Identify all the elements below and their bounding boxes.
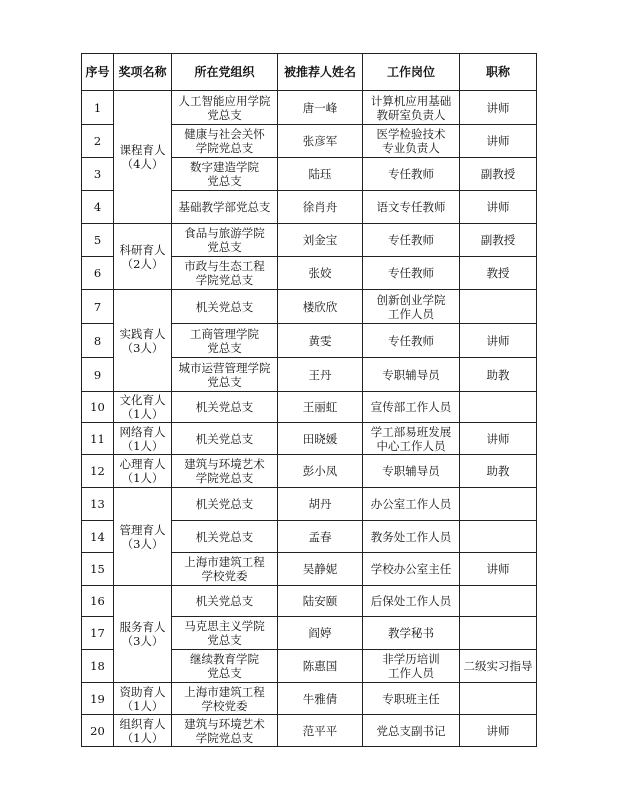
- award-category: 文化育人 （1人）: [114, 392, 172, 423]
- row-number: 4: [82, 191, 114, 224]
- job-post: 宣传部工作人员: [363, 392, 460, 423]
- header-title: 职称: [460, 54, 537, 91]
- job-post: 创新创业学院 工作人员: [363, 290, 460, 324]
- job-post: 医学检验技术 专业负责人: [363, 125, 460, 158]
- table-row: [82, 683, 537, 715]
- header-post: 工作岗位: [363, 54, 460, 91]
- nominee-name: 张姣: [278, 257, 363, 290]
- award-category: 服务育人 （3人）: [114, 586, 172, 683]
- recommendation-table: [81, 53, 537, 747]
- professional-title: 助教: [460, 455, 537, 488]
- party-organization: 马克思主义学院 党总支: [172, 617, 278, 650]
- row-number: 6: [82, 257, 114, 290]
- professional-title: 助教: [460, 358, 537, 392]
- table-row: [82, 91, 537, 125]
- nominee-name: 陆安颐: [278, 586, 363, 617]
- job-post: 专职班主任: [363, 683, 460, 715]
- header-row: [82, 54, 537, 91]
- nominee-name: 黄雯: [278, 324, 363, 358]
- row-number: 19: [82, 683, 114, 715]
- nominee-name: 唐一峰: [278, 91, 363, 125]
- row-number: 16: [82, 586, 114, 617]
- party-organization: 机关党总支: [172, 521, 278, 553]
- party-organization: 数字建造学院 党总支: [172, 158, 278, 191]
- row-number: 11: [82, 423, 114, 455]
- professional-title: [460, 617, 537, 650]
- nominee-name: 楼欣欣: [278, 290, 363, 324]
- row-number: 7: [82, 290, 114, 324]
- nominee-name: 胡丹: [278, 488, 363, 521]
- job-post: 专任教师: [363, 158, 460, 191]
- professional-title: 讲师: [460, 553, 537, 586]
- job-post: 专任教师: [363, 324, 460, 358]
- nominee-name: 彭小凤: [278, 455, 363, 488]
- professional-title: 讲师: [460, 324, 537, 358]
- row-number: 12: [82, 455, 114, 488]
- table-row: [82, 455, 537, 488]
- nominee-name: 吴静妮: [278, 553, 363, 586]
- job-post: 语文专任教师: [363, 191, 460, 224]
- nominee-name: 王丽虹: [278, 392, 363, 423]
- professional-title: 讲师: [460, 91, 537, 125]
- row-number: 14: [82, 521, 114, 553]
- professional-title: [460, 683, 537, 715]
- party-organization: 健康与社会关怀 学院党总支: [172, 125, 278, 158]
- professional-title: [460, 290, 537, 324]
- professional-title: 副教授: [460, 158, 537, 191]
- professional-title: [460, 586, 537, 617]
- row-number: 3: [82, 158, 114, 191]
- header-party-org: 所在党组织: [172, 54, 278, 91]
- nominee-name: 张彦军: [278, 125, 363, 158]
- nominee-name: 王丹: [278, 358, 363, 392]
- row-number: 15: [82, 553, 114, 586]
- professional-title: 副教授: [460, 224, 537, 257]
- header-award: 奖项名称: [114, 54, 172, 91]
- row-number: 8: [82, 324, 114, 358]
- award-category: 实践育人 （3人）: [114, 290, 172, 392]
- party-organization: 城市运营管理学院 党总支: [172, 358, 278, 392]
- nominee-name: 徐肖舟: [278, 191, 363, 224]
- job-post: 计算机应用基础 教研室负责人: [363, 91, 460, 125]
- row-number: 9: [82, 358, 114, 392]
- party-organization: 上海市建筑工程 学校党委: [172, 683, 278, 715]
- row-number: 13: [82, 488, 114, 521]
- professional-title: 讲师: [460, 423, 537, 455]
- party-organization: 继续教育学院 党总支: [172, 650, 278, 683]
- row-number: 18: [82, 650, 114, 683]
- table-row: [82, 423, 537, 455]
- table-row: [82, 488, 537, 521]
- job-post: 后保处工作人员: [363, 586, 460, 617]
- professional-title: 二级实习指导: [460, 650, 537, 683]
- party-organization: 工商管理学院 党总支: [172, 324, 278, 358]
- nominee-name: 刘金宝: [278, 224, 363, 257]
- award-category: 管理育人 （3人）: [114, 488, 172, 586]
- table-row: [82, 715, 537, 747]
- row-number: 1: [82, 91, 114, 125]
- job-post: 党总支副书记: [363, 715, 460, 747]
- party-organization: 建筑与环境艺术 学院党总支: [172, 455, 278, 488]
- nominee-name: 牛雅倩: [278, 683, 363, 715]
- nominee-name: 陈惠国: [278, 650, 363, 683]
- nominee-name: 范平平: [278, 715, 363, 747]
- row-number: 5: [82, 224, 114, 257]
- table-row: [82, 224, 537, 257]
- party-organization: 食品与旅游学院 党总支: [172, 224, 278, 257]
- job-post: 教学秘书: [363, 617, 460, 650]
- job-post: 非学历培训 工作人员: [363, 650, 460, 683]
- award-category: 心理育人 （1人）: [114, 455, 172, 488]
- row-number: 17: [82, 617, 114, 650]
- professional-title: 讲师: [460, 125, 537, 158]
- party-organization: 人工智能应用学院 党总支: [172, 91, 278, 125]
- party-organization: 机关党总支: [172, 392, 278, 423]
- job-post: 办公室工作人员: [363, 488, 460, 521]
- party-organization: 机关党总支: [172, 488, 278, 521]
- nominee-name: 陆珏: [278, 158, 363, 191]
- table-row: [82, 290, 537, 324]
- job-post: 学校办公室主任: [363, 553, 460, 586]
- award-category: 网络育人 （1人）: [114, 423, 172, 455]
- row-number: 20: [82, 715, 114, 747]
- nominee-name: 阎婷: [278, 617, 363, 650]
- job-post: 学工部易班发展 中心工作人员: [363, 423, 460, 455]
- job-post: 专任教师: [363, 224, 460, 257]
- party-organization: 上海市建筑工程 学校党委: [172, 553, 278, 586]
- row-number: 10: [82, 392, 114, 423]
- table-row: [82, 586, 537, 617]
- party-organization: 建筑与环境艺术 学院党总支: [172, 715, 278, 747]
- professional-title: [460, 521, 537, 553]
- professional-title: [460, 392, 537, 423]
- party-organization: 机关党总支: [172, 423, 278, 455]
- professional-title: 讲师: [460, 191, 537, 224]
- award-category: 科研育人 （2人）: [114, 224, 172, 290]
- party-organization: 机关党总支: [172, 586, 278, 617]
- table-row: [82, 392, 537, 423]
- party-organization: 市政与生态工程 学院党总支: [172, 257, 278, 290]
- job-post: 专职辅导员: [363, 455, 460, 488]
- job-post: 教务处工作人员: [363, 521, 460, 553]
- header-no: 序号: [82, 54, 114, 91]
- job-post: 专职辅导员: [363, 358, 460, 392]
- nominee-name: 孟春: [278, 521, 363, 553]
- nominee-name: 田晓媛: [278, 423, 363, 455]
- professional-title: 教授: [460, 257, 537, 290]
- professional-title: [460, 488, 537, 521]
- award-category: 组织育人 （1人）: [114, 715, 172, 747]
- job-post: 专任教师: [363, 257, 460, 290]
- party-organization: 机关党总支: [172, 290, 278, 324]
- professional-title: 讲师: [460, 715, 537, 747]
- header-nominee: 被推荐人姓名: [278, 54, 363, 91]
- award-category: 资助育人 （1人）: [114, 683, 172, 715]
- row-number: 2: [82, 125, 114, 158]
- award-category: 课程育人 （4人）: [114, 91, 172, 224]
- party-organization: 基础教学部党总支: [172, 191, 278, 224]
